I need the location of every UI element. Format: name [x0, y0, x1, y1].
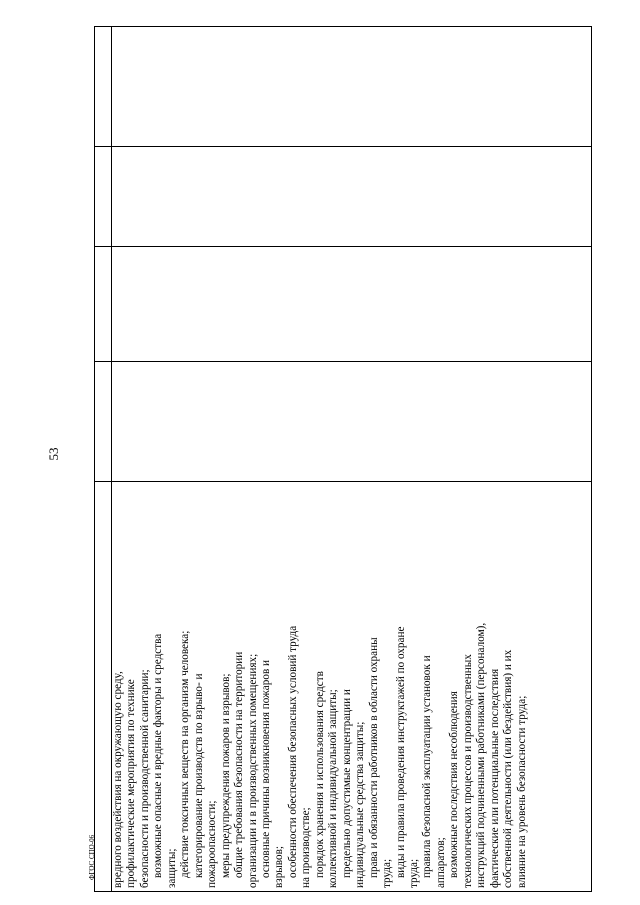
- content-line: действие токсичных веществ на организм человека;: [179, 630, 192, 878]
- table-cell: [95, 27, 112, 147]
- content-line: возможные опасные и вредные факторы и средства: [152, 633, 165, 878]
- content-line: фактические или потенциальные последствия: [488, 668, 501, 888]
- content-cell: [112, 482, 592, 892]
- table-cell: [95, 247, 112, 362]
- content-line: инструкций подчиненными работниками (персоналом),: [475, 622, 488, 888]
- content-line: профилактические мероприятия по технике: [125, 679, 138, 888]
- content-line: труда;: [407, 858, 420, 888]
- content-line: порядок хранения и использования средств: [313, 671, 326, 878]
- content-line: правила безопасной эксплуатации установок и: [421, 655, 434, 878]
- knowledge-list: [112, 482, 529, 891]
- content-line: общие требования безопасности на территории: [233, 651, 246, 878]
- content-line: защиты;: [165, 848, 178, 888]
- page-number: 53: [46, 447, 61, 461]
- content-line: виды и правила проведения инструктажей по охране: [394, 626, 407, 878]
- table-row: [112, 27, 592, 892]
- footer-code: ФГОС СПО-06: [88, 834, 96, 880]
- content-line: труда;: [381, 858, 394, 888]
- content-line: основные причины возникновения пожаров и: [259, 659, 272, 878]
- content-line: коллективной и индивидуальной защиты;: [327, 689, 340, 888]
- table-cell: [112, 147, 592, 247]
- content-line: собственной деятельности (или бездействия) и их: [502, 649, 515, 888]
- table-cell: [95, 482, 112, 892]
- content-line: организации и в производственных помещениях;: [246, 653, 259, 888]
- content-line: технологических процессов и производственных: [461, 654, 474, 888]
- content-line: предельно допустимые концентрации и: [340, 689, 353, 878]
- table-cell: [112, 362, 592, 482]
- table-cell: [112, 27, 592, 147]
- content-line: безопасности и производственной санитарии;: [138, 669, 151, 888]
- curriculum-table: [94, 27, 591, 892]
- content-line: категорирование производств по взрыво- и: [192, 673, 205, 878]
- content-line: на производстве;: [300, 807, 313, 888]
- content-line: взрывов;: [273, 845, 286, 888]
- content-line: возможные последствия несоблюдения: [448, 691, 461, 878]
- table-cell: [112, 247, 592, 362]
- table-row-top-strip: [95, 27, 112, 892]
- content-line: права и обязанности работников в области охраны: [367, 637, 380, 878]
- table-cell: [95, 147, 112, 247]
- table-cell: [95, 362, 112, 482]
- content-line: индивидуальные средства защиты;: [354, 721, 367, 888]
- content-line: влияние на уровень безопасности труда;: [515, 695, 528, 888]
- content-line: пожароопасности;: [206, 800, 219, 888]
- content-line: меры предупреждения пожаров и взрывов;: [219, 673, 232, 878]
- content-line: вредного воздействия на окружающую среду,: [112, 671, 124, 888]
- content-line: аппаратов;: [434, 837, 447, 888]
- content-line: особенности обеспечения безопасных условий труда: [286, 625, 299, 878]
